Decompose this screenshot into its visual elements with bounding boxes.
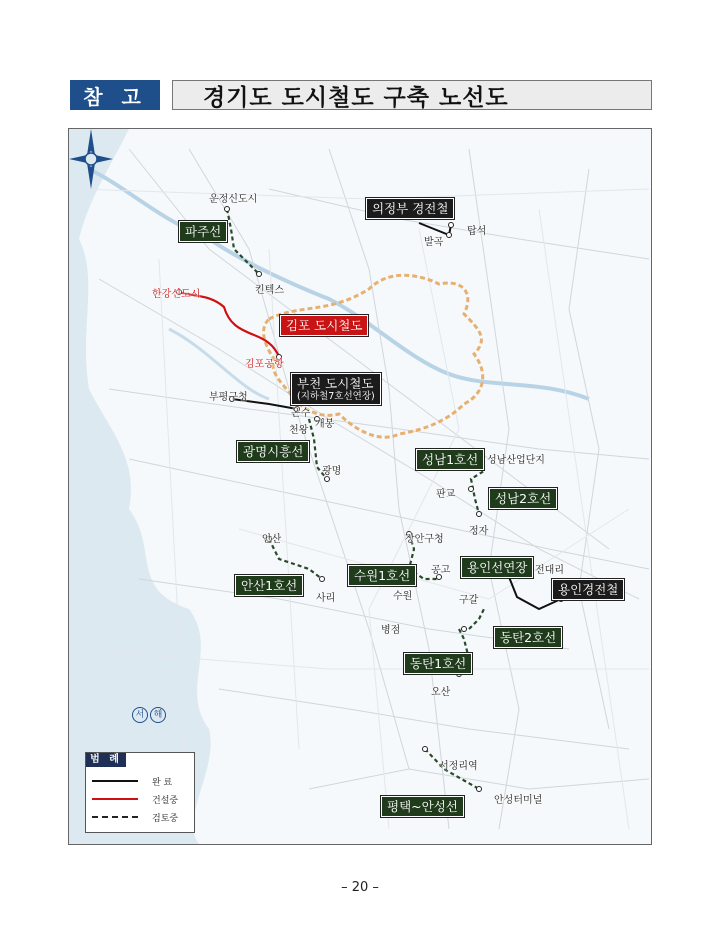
route-label-dongtan2: 동탄2호선 [494, 627, 562, 648]
title-box [172, 80, 652, 110]
map-background [69, 129, 651, 844]
station-label: 김포공항 [245, 359, 284, 370]
station-label: 안산 [262, 534, 282, 545]
route-label-seongnam1: 성남1호선 [416, 449, 484, 470]
station-label: 정자 [469, 526, 489, 537]
station-label: 탑석 [467, 226, 487, 237]
station-label: 안성터미널 [494, 795, 543, 806]
station-label: 오산 [431, 687, 451, 698]
route-label-suwon1: 수원1호선 [348, 565, 416, 586]
compass-icon [69, 129, 113, 189]
legend-swatch-review [92, 816, 138, 818]
route-label-uijeongbu: 의정부 경전철 [366, 198, 454, 219]
route-name-bucheon: 부천 도시철도 [297, 376, 374, 391]
station-label: 광명 [322, 466, 342, 477]
station-label: 발곡 [424, 237, 444, 248]
route-label-pyeongtaek: 평택~안성선 [381, 796, 464, 817]
station-label: 판교 [436, 489, 456, 500]
route-label-paju: 파주선 [179, 221, 227, 242]
reference-tag: 참 고 [70, 80, 160, 110]
river [89, 169, 589, 399]
route-label-ansan1: 안산1호선 [235, 575, 303, 596]
map-legend [85, 752, 195, 833]
sea-symbol: 서 [132, 707, 148, 723]
legend-label-complete: 완 료 [152, 778, 173, 788]
route-label-gimpo [280, 315, 368, 336]
station-label: 공고 [431, 565, 451, 576]
route-label-yongin-lrt: 용인경전철 [552, 579, 624, 600]
legend-label-review: 검토중 [152, 814, 179, 824]
legend-title: 범 례 [86, 753, 126, 767]
station-label: 병점 [381, 625, 401, 636]
route-label-gwangmyeong: 광명시흥선 [237, 441, 309, 462]
legend-row-complete [92, 773, 188, 789]
station-label: 성남산업단지 [487, 455, 545, 466]
station-label: 운정신도시 [209, 194, 258, 205]
legend-row-construction [92, 791, 188, 807]
station-label: 개봉 [315, 419, 335, 430]
station-label: 구갈 [459, 595, 479, 606]
station-label: 천왕 [289, 425, 309, 436]
legend-label-construction: 건설중 [152, 796, 179, 806]
legend-swatch-construction [92, 798, 138, 800]
route-label-dongtan1: 동탄1호선 [404, 653, 472, 674]
legend-row-review [92, 809, 188, 825]
route-label-yongin-ext: 용인선연장 [461, 557, 533, 578]
station-label: 온수 [291, 408, 311, 419]
route-label-bucheon [291, 373, 381, 405]
station-label: 부평구청 [209, 392, 248, 403]
sea-symbol-label: 해 [150, 707, 166, 723]
station-label: 서정리역 [439, 761, 478, 772]
page-number: – 20 – [341, 880, 379, 895]
route-name-gimpo: 김포 도시철도 [286, 318, 363, 333]
page-title: 경기도 도시철도 구축 노선도 [203, 84, 509, 111]
legend-swatch-complete [92, 780, 138, 782]
sea-mark [132, 707, 168, 723]
page-header [70, 80, 652, 110]
station-label: 수원 [393, 591, 413, 602]
line-yongin [487, 573, 561, 609]
station-label: 사리 [316, 593, 336, 604]
station-label: 전대리 [535, 565, 564, 576]
station-label: 장안구청 [405, 534, 444, 545]
route-label-seongnam2: 성남2호선 [489, 488, 557, 509]
station-label: 킨텍스 [255, 285, 284, 296]
station-label: 한강신도시 [152, 289, 201, 300]
route-sub-bucheon: (지하철7호선연장) [297, 391, 375, 402]
route-map [68, 128, 652, 845]
